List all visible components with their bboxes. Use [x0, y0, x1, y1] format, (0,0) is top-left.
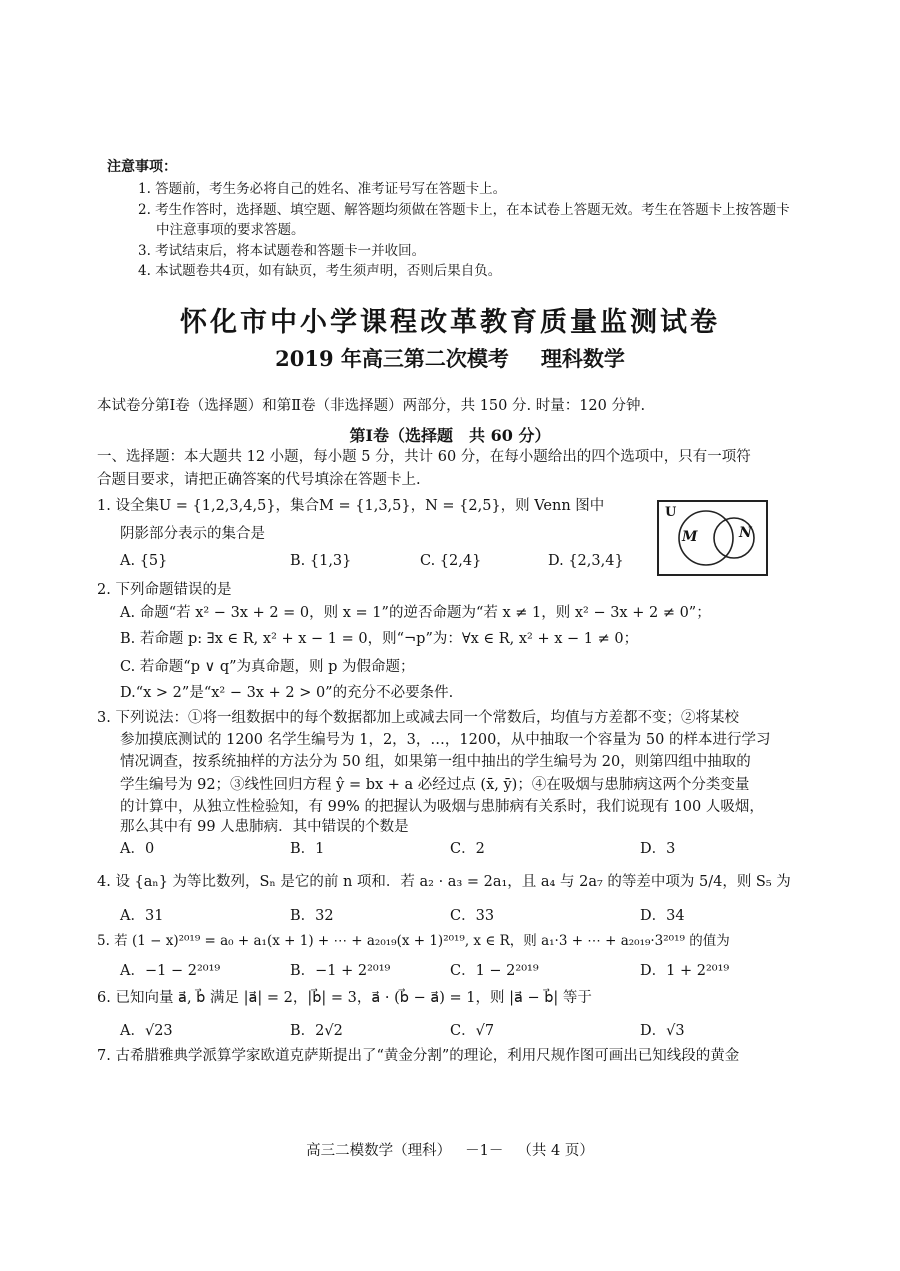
- question-3-line-6: 那么其中有 99 人患肺病．其中错误的个数是: [120, 819, 409, 835]
- q4-option-d: D．34: [640, 908, 685, 924]
- q5-option-a: A．−1 − 2²⁰¹⁹: [120, 963, 221, 979]
- q3-option-b: B．1: [290, 841, 325, 857]
- question-2-stem: 2. 下列命题错误的是: [97, 582, 232, 598]
- q2-option-c: C. 若命题“p ∨ q”为真命题，则 p 为假命题；: [120, 659, 415, 675]
- footer-title: 高三二模数学（理科）: [306, 1143, 452, 1159]
- q6-option-a: A．√23: [120, 1023, 173, 1039]
- note-item-2: 2. 考生作答时，选择题、填空题、解答题均须做在答题卡上，在本试卷上答题无效。考生在答题卡上按答题卡: [138, 202, 790, 218]
- q4-option-b: B．32: [290, 908, 334, 924]
- q2-option-d: D.“x > 2”是“x² − 3x + 2 > 0”的充分不必要条件.: [120, 685, 454, 701]
- venn-label-u: U: [665, 505, 677, 520]
- question-3-line-5: 的计算中，从独立性检验知，有 99% 的把握认为吸烟与患肺病有关系时，我们说现有 100 人吸烟，: [120, 799, 764, 815]
- part1-instructions-line1: 一、选择题：本大题共 12 小题，每小题 5 分，共计 60 分，在每小题给出的四个选项中，只有一项符: [97, 449, 751, 465]
- q3-option-a: A．0: [120, 841, 155, 857]
- question-5-stem: 5. 若 (1 − x)²⁰¹⁹ = a₀ + a₁(x + 1) + ⋯ + a₂₀₁₉(x + 1)²⁰¹⁹, x ∈ R，则 a₁·3 + ⋯ + a₂₀₁₉·3²⁰¹⁹ 的值为: [97, 933, 730, 949]
- page-footer: [0, 1139, 900, 1160]
- q4-option-a: A．31: [120, 908, 164, 924]
- question-6-stem: 6. 已知向量 a⃗, b⃗ 满足 |a⃗| = 2，|b⃗| = 3，a⃗ · (b⃗ − a⃗) = 1，则 |a⃗ − b⃗| 等于: [97, 990, 592, 1006]
- exam-subtitle-subject: 理科数学: [540, 346, 625, 371]
- question-7-stem: 7. 古希腊雅典学派算学家欧道克萨斯提出了“黄金分割”的理论，利用尺规作图可画出已知线段的黄金: [97, 1048, 740, 1064]
- notes-heading: 注意事项：: [107, 159, 177, 175]
- q3-option-d: D．3: [640, 841, 676, 857]
- q5-option-b: B．−1 + 2²⁰¹⁹: [290, 963, 391, 979]
- exam-intro: 本试卷分第Ⅰ卷（选择题）和第Ⅱ卷（非选择题）两部分，共 150 分. 时量：120 分钟.: [97, 398, 646, 414]
- q1-option-b: B. {1,3}: [290, 553, 352, 569]
- exam-subtitle: [0, 345, 900, 373]
- q3-option-c: C．2: [450, 841, 485, 857]
- q6-option-d: D．√3: [640, 1023, 685, 1039]
- footer-page-number: －1－: [465, 1143, 504, 1159]
- question-4-stem: 4. 设 {aₙ} 为等比数列，Sₙ 是它的前 n 项和．若 a₂ · a₃ = 2a₁，且 a₄ 与 2a₇ 的等差中项为 5/4，则 S₅ 为: [97, 874, 791, 890]
- question-3-line-3: 情况调查，按系统抽样的方法分为 50 组，如果第一组中抽出的学生编号为 20，则第四组中抽取的: [120, 754, 751, 770]
- q6-option-b: B．2√2: [290, 1023, 343, 1039]
- question-3-line-1: 3. 下列说法：①将一组数据中的每个数据都加上或减去同一个常数后，均值与方差都不变；②将某校: [97, 710, 739, 726]
- exam-subtitle-year: 2019 年高三第二次模考: [275, 346, 509, 371]
- exam-title: 怀化市中小学课程改革教育质量监测试卷: [180, 307, 720, 338]
- venn-diagram: [657, 500, 768, 576]
- q5-option-d: D．1 + 2²⁰¹⁹: [640, 963, 730, 979]
- footer-total-pages: （共 4 页）: [517, 1143, 594, 1159]
- question-3-line-2: 参加摸底测试的 1200 名学生编号为 1，2，3，…，1200，从中抽取一个容量为 50 的样本进行学习: [120, 732, 771, 748]
- q1-option-a: A. {5}: [120, 553, 168, 569]
- q2-option-a: A. 命题“若 x² − 3x + 2 = 0，则 x = 1”的逆否命题为“若 x ≠ 1，则 x² − 3x + 2 ≠ 0”；: [120, 605, 711, 621]
- section-heading: 第Ⅰ卷（选择题 共 60 分）: [349, 426, 551, 445]
- q4-option-c: C．33: [450, 908, 495, 924]
- note-item-1: 1. 答题前，考生务必将自己的姓名、准考证号写在答题卡上。: [138, 181, 507, 197]
- question-1-stem: 1. 设全集U = {1,2,3,4,5}，集合M = {1,3,5}，N = {2,5}，则 Venn 图中: [97, 498, 605, 514]
- question-3-line-4: 学生编号为 92；③线性回归方程 ŷ = bx + a 必经过点 (x̄, ȳ)；④在吸烟与患肺病这两个分类变量: [120, 777, 750, 793]
- q1-option-d: D. {2,3,4}: [548, 553, 624, 569]
- question-1-stem-cont: 阴影部分表示的集合是: [120, 526, 265, 542]
- note-item-4: 4. 本试题卷共4页，如有缺页，考生须声明，否则后果自负。: [138, 263, 502, 279]
- q1-option-c: C. {2,4}: [420, 553, 482, 569]
- part1-instructions-line2: 合题目要求，请把正确答案的代号填涂在答题卡上.: [97, 472, 421, 488]
- note-item-3: 3. 考试结束后，将本试题卷和答题卡一并收回。: [138, 243, 426, 259]
- venn-label-m: M: [682, 529, 698, 545]
- q6-option-c: C．√7: [450, 1023, 495, 1039]
- note-item-2-continued: 中注意事项的要求答题。: [156, 222, 305, 238]
- q5-option-c: C．1 − 2²⁰¹⁹: [450, 963, 539, 979]
- venn-label-n: N: [739, 525, 752, 541]
- q2-option-b: B. 若命题 p: ∃x ∈ R, x² + x − 1 = 0，则“¬p”为：∀x ∈ R, x² + x − 1 ≠ 0；: [120, 631, 639, 647]
